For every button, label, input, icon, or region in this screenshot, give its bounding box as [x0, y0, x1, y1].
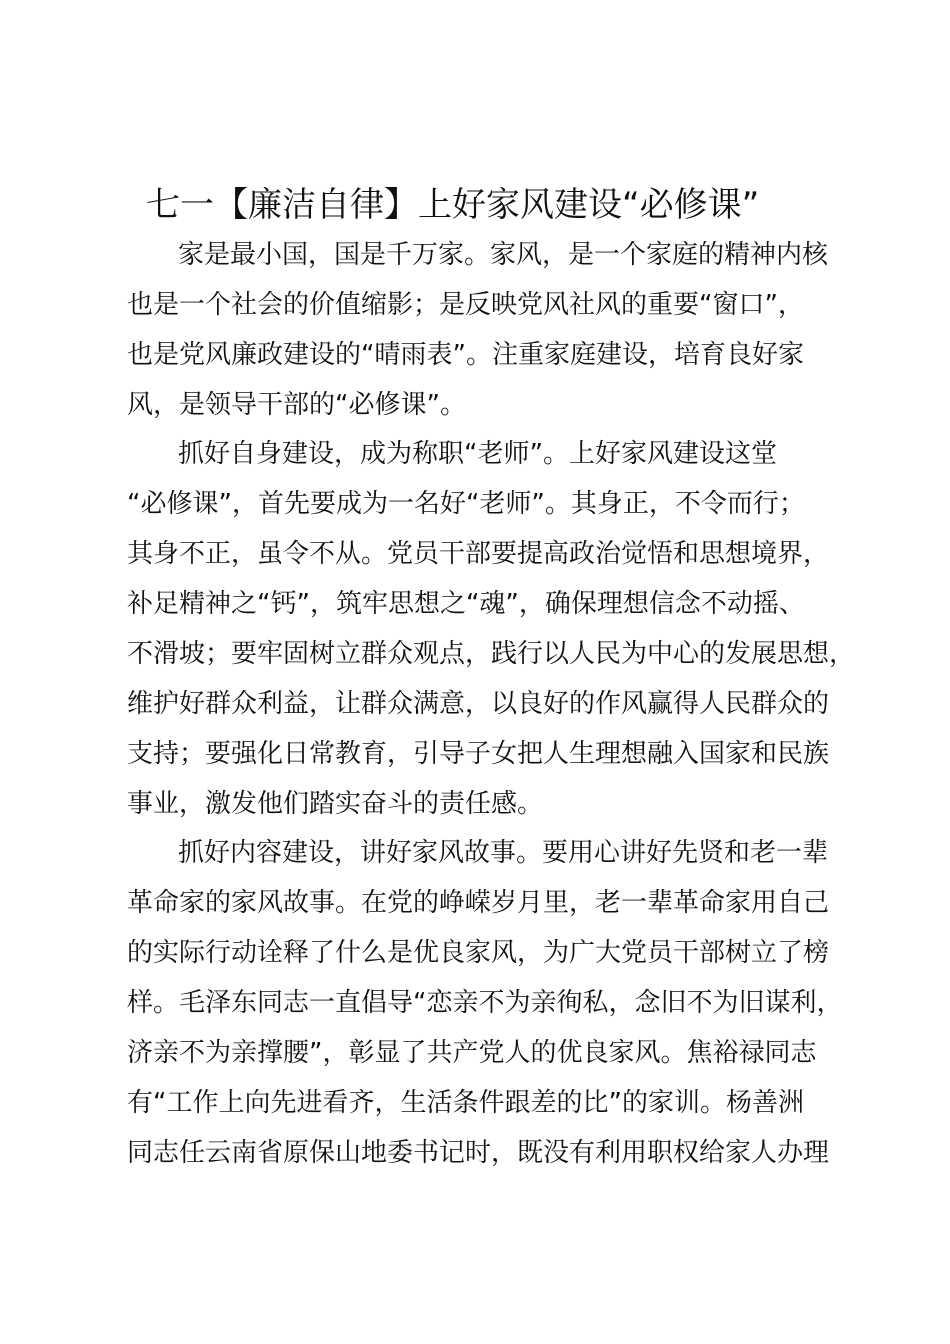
document-title: 七一【廉洁自律】上好家风建设“必修课” — [146, 185, 760, 225]
paragraph-1-line-4: 风，是领导干部的“必修课”。 — [127, 390, 466, 420]
paragraph-2-line-8: 事业，激发他们踏实奋斗的责任感。 — [127, 789, 544, 819]
paragraph-2-line-4: 补足精神之“钙”，筑牢思想之“魂”，确保理想信念不动摇、 — [127, 589, 805, 619]
paragraph-2-line-3: 其身不正，虽令不从。党员干部要提高政治觉悟和思想境界， — [127, 539, 830, 569]
paragraph-3-line-1: 抓好内容建设，讲好家风故事。要用心讲好先贤和老一辈 — [178, 838, 829, 868]
paragraph-2-line-5: 不滑坡；要牢固树立群众观点，践行以人民为中心的发展思想， — [127, 639, 856, 669]
paragraph-3-line-6: 有“工作上向先进看齐，生活条件跟差的比”的家训。杨善洲 — [127, 1088, 804, 1118]
paragraph-3-line-3: 的实际行动诠释了什么是优良家风，为广大党员干部树立了榜 — [127, 938, 830, 968]
paragraph-3-line-7: 同志任云南省原保山地委书记时，既没有利用职权给家人办理 — [127, 1138, 830, 1168]
paragraph-3-line-4: 样。毛泽东同志一直倡导“恋亲不为亲徇私，念旧不为旧谋利， — [127, 988, 843, 1018]
paragraph-2-line-1: 抓好自身建设，成为称职“老师”。上好家风建设这堂 — [178, 439, 777, 469]
paragraph-1-line-3: 也是党风廉政建设的“晴雨表”。注重家庭建设，培育良好家 — [127, 340, 804, 370]
paragraph-2-line-2: “必修课”，首先要成为一名好“老师”。其身正，不令而行； — [127, 489, 805, 519]
paragraph-2-line-6: 维护好群众利益，让群众满意，以良好的作风赢得人民群众的 — [127, 689, 830, 719]
paragraph-3-line-2: 革命家的家风故事。在党的峥嵘岁月里，老一辈革命家用自己 — [127, 888, 830, 918]
paragraph-1-line-2: 也是一个社会的价值缩影；是反映党风社风的重要“窗口”， — [127, 290, 804, 320]
paragraph-3-line-5: 济亲不为亲撑腰”，彰显了共产党人的优良家风。焦裕禄同志 — [127, 1038, 817, 1068]
paragraph-1-line-1: 家是最小国，国是千万家。家风，是一个家庭的精神内核 — [178, 240, 829, 270]
paragraph-2-line-7: 支持；要强化日常教育，引导子女把人生理想融入国家和民族 — [127, 739, 830, 769]
